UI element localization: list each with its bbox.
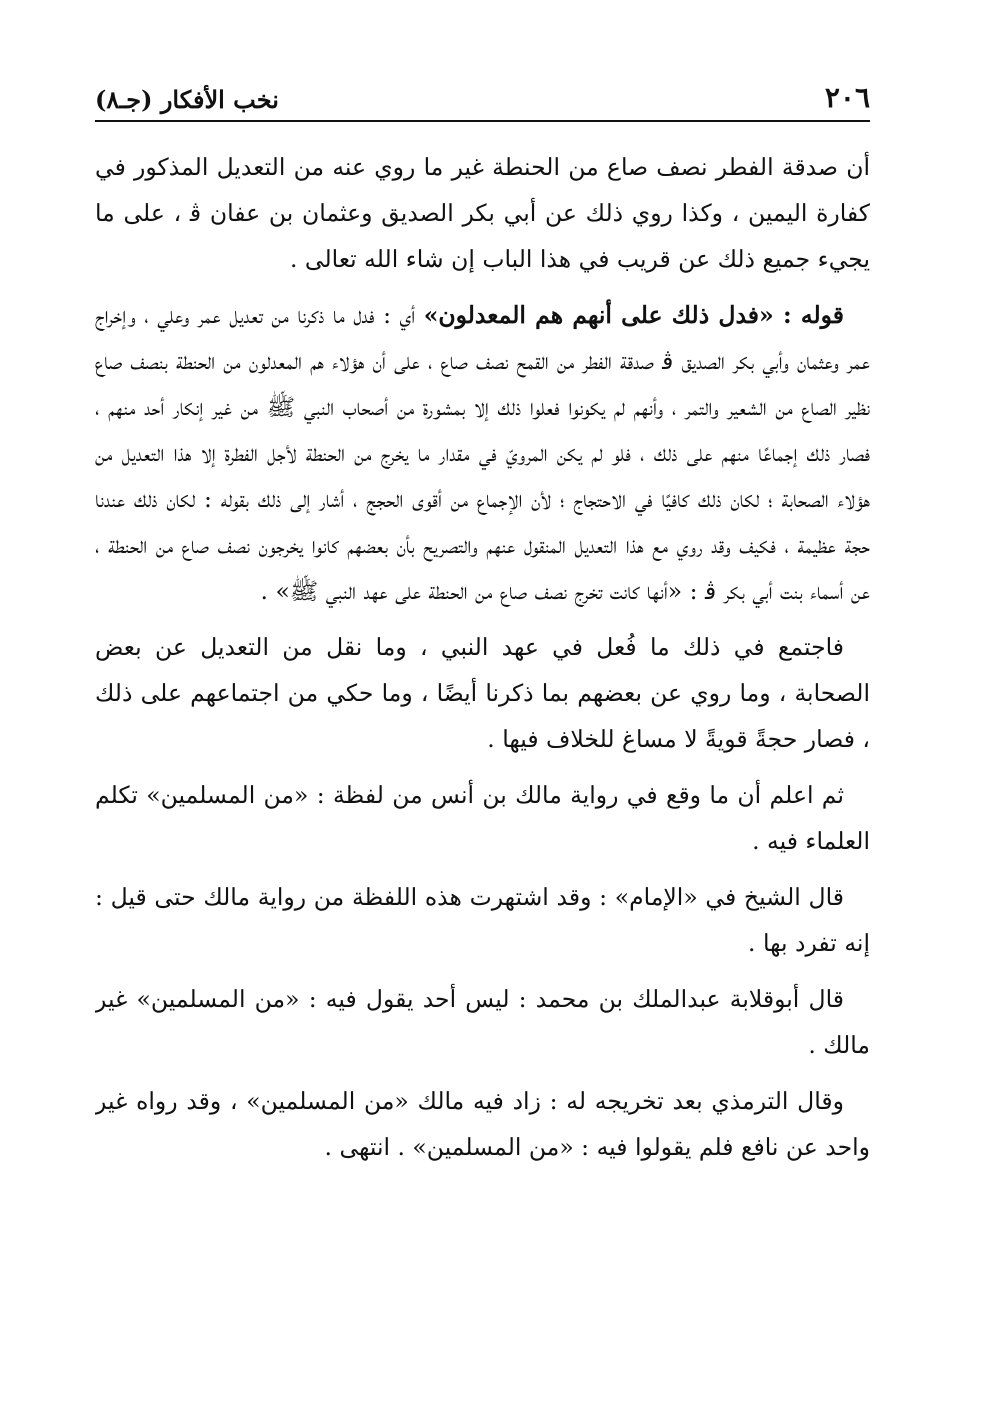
paragraph-text: قال الشيخ في «الإمام» : وقد اشتهرت هذه اللفظة من رواية مالك حتى قيل : إنه تفرد بها . xyxy=(95,883,870,957)
paragraph-text: وقال الترمذي بعد تخريجه له : زاد فيه مالك «من المسلمين» ، وقد رواه غير واحد عن نافع فلم يقولوا فيه : «من المسلمين» . انتهى . xyxy=(95,1087,870,1161)
paragraph-3 xyxy=(95,624,870,762)
running-title: نخب الأفكار (جـ٨) xyxy=(95,85,279,114)
page-body xyxy=(95,144,870,1170)
paragraph-text: فاجتمع في ذلك ما فُعل في عهد النبي ، وما نقل من التعديل عن بعض الصحابة ، وما روي عن بعضهم بما ذكرنا أيضًا ، وما حكي من اجتماعهم على ذلك ، فصار حجةً قويةً لا مساغ للخلاف فيها . xyxy=(95,633,870,753)
paragraph-text: أن صدقة الفطر نصف صاع من الحنطة غير ما روي عنه من التعديل المذكور في كفارة اليمين ، وكذا روي ذلك عن أبي بكر الصديق وعثمان بن عفان ﭬ ، على ما يجيء جميع ذلك عن قريب في هذا الباب إن شاء الله تعالى . xyxy=(95,153,870,273)
paragraph-2 xyxy=(95,292,870,614)
paragraph-text: ثم اعلم أن ما وقع في رواية مالك بن أنس من لفظة : «من المسلمين» تكلم العلماء فيه . xyxy=(95,781,870,855)
header-rule xyxy=(95,120,870,122)
page-number: ٢٠٦ xyxy=(824,81,870,114)
paragraph-4 xyxy=(95,772,870,864)
paragraph-text: أي : فدل ما ذكرنا من تعديل عمر وعلي ، وإخراج عمر وعثمان وأبي بكر الصديق ﭬ صدقة الفطر من القمح نصف صاع ، على أن هؤلاء هم المعدلون من الحنطة بنصف صاع نظير الصاع من الشعير والتمر ، وأنهم لم يكونوا فعلوا ذلك إلا بمشورة من أصحاب النبي ﷺ من غير إنكار أحد منهم ، فصار ذلك إجماعًا منهم على ذلك ، فلو لم يكن المرويّ في مقدار ما يخرج من الحنطة لأجل الفطرة إلا هذا التعديل من هؤلاء الصحابة ؛ لكان ذلك كافيًا في الاحتجاج ؛ لأن الإجماع من أقوى الحجج ، أشار إلى ذلك بقوله : لكان ذلك عندنا حجة عظيمة ، فكيف وقد روي مع هذا التعديل المنقول عنهم والتصريح بأن بعضهم كانوا يخرجون نصف صاع من الحنطة ، عن أسماء بنت أبي بكر ﭬ : «أنها كانت تخرج نصف صاع من الحنطة على عهد النبي ﷺ» . xyxy=(95,301,870,605)
paragraph-7 xyxy=(95,1078,870,1170)
quoted-lemma: قوله : «فدل ذلك على أنهم هم المعدلون» xyxy=(423,301,844,329)
paragraph-1 xyxy=(95,144,870,282)
paragraph-6 xyxy=(95,976,870,1068)
paragraph-text: قال أبوقلابة عبدالملك بن محمد : ليس أحد يقول فيه : «من المسلمين» غير مالك . xyxy=(95,985,870,1059)
paragraph-5 xyxy=(95,874,870,966)
page-header xyxy=(95,70,870,114)
book-page xyxy=(95,70,870,1360)
